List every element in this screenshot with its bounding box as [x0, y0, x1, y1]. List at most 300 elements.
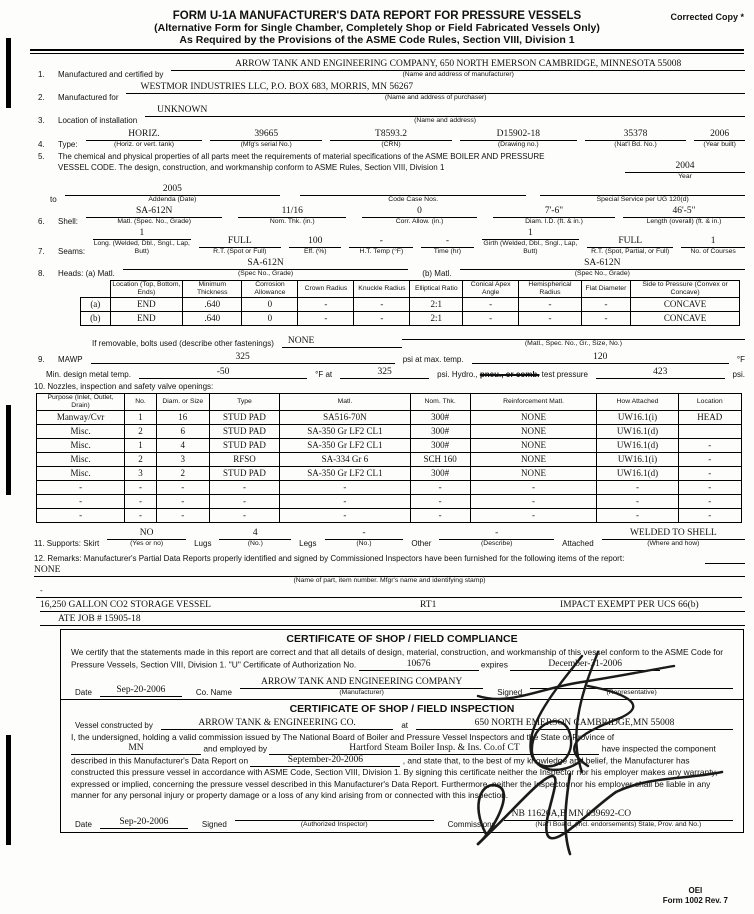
col-header: Elliptical Ratio	[410, 281, 463, 298]
mdmt-at-value: 325	[340, 366, 429, 379]
head-b-matl-value: SA-612N	[460, 257, 745, 270]
field-label: Min. design metal temp.	[46, 370, 131, 379]
cell: -	[156, 481, 209, 495]
cell: -	[678, 509, 741, 523]
cell: NONE	[470, 411, 597, 425]
field-label: Attached	[562, 539, 594, 548]
field-sublabel: Code Case Nos.	[388, 196, 439, 203]
code-year-value: 2004	[625, 160, 745, 173]
line-number: 9.	[38, 355, 45, 364]
line-number: 3.	[38, 116, 45, 125]
nozzle-row	[37, 411, 742, 425]
cell: SA-350 Gr LF2 CL1	[280, 439, 410, 453]
authorization-no-value: 10676	[359, 659, 479, 671]
nozzle-row	[37, 453, 742, 467]
field-label: Supports: Skirt	[46, 539, 100, 548]
cell: -	[678, 453, 741, 467]
nozzles-header-row	[37, 394, 742, 411]
field-addenda-row	[38, 183, 745, 204]
field-label: °F at	[315, 370, 333, 379]
compliance-text-1: We certify that the statements made in this report are correct and that all details of design, material, construction, and workmanship of this vessel conform to the	[71, 647, 663, 657]
legs-value: -	[325, 527, 404, 540]
cell: -	[519, 298, 582, 312]
inspection-signature-row	[75, 808, 733, 829]
field-mawp	[38, 351, 745, 364]
cell: -	[678, 467, 741, 481]
code-statement-line2: VESSEL CODE. The design, construction, and workmanship conform to ASME Rules, Section VIII, Division 1	[58, 162, 445, 172]
field-label: Legs	[299, 539, 317, 548]
field-sublabel: (Describe)	[481, 540, 513, 547]
field-heads	[38, 257, 745, 278]
special-service-value	[540, 183, 745, 196]
cell: END	[110, 312, 182, 326]
inspection-title: CERTIFICATE OF SHOP / FIELD INSPECTION	[289, 702, 515, 715]
date-label: Date	[75, 819, 92, 829]
field-label: Nozzles, inspection and safety valve openings:	[47, 382, 214, 391]
field-sublabel: (Yes or no)	[130, 540, 164, 547]
form-header	[0, 0, 754, 46]
cell: UW16.1(d)	[597, 467, 678, 481]
field-label: Location of installation	[58, 116, 138, 125]
cell: 300#	[410, 411, 470, 425]
heads-row-a	[81, 298, 740, 312]
seam-courses-value: 1	[681, 235, 745, 248]
cell: .640	[183, 298, 242, 312]
shell-matl-value: SA-612N	[86, 205, 222, 218]
natl-bd-value: 35378	[585, 128, 687, 141]
cell: 6	[156, 425, 209, 439]
remarks-label: Remarks: Manufacturer's Partial Data Reports properly identified and signed by Commissioned Inspectors have been furnished for the following items of the report:	[47, 553, 625, 563]
cell: 0	[242, 298, 298, 312]
col-header: Diam. or Size	[156, 394, 209, 411]
field-sublabel: (Spec No., Grade)	[238, 270, 294, 277]
inspection-body	[71, 732, 733, 802]
field-sublabel: (Year built)	[703, 141, 736, 148]
commissions-label: Commissions	[447, 819, 496, 829]
field-seams	[38, 227, 745, 256]
cell: 4	[156, 439, 209, 453]
form-title: FORM U-1A MANUFACTURER'S DATA REPORT FOR PRESSURE VESSELS	[172, 10, 582, 22]
field-nozzles-label	[34, 382, 745, 391]
cell: HEAD	[678, 411, 741, 425]
field-sublabel: (Representative)	[606, 688, 657, 696]
cell: END	[110, 298, 182, 312]
field-label: Shell:	[58, 217, 79, 226]
cell: -	[597, 509, 678, 523]
form-number: Form 1002 Rev. 7	[662, 896, 728, 905]
cell: -	[209, 495, 280, 509]
cell: Misc.	[37, 425, 125, 439]
field-sublabel: Matl. (Spec. No., Grade)	[117, 218, 192, 225]
field-remarks	[34, 551, 745, 564]
heads-table	[80, 280, 740, 326]
field-code-statement	[38, 152, 745, 181]
field-sublabel: (Nat'l Bd. No.)	[614, 141, 657, 148]
psi-label: psi.	[732, 370, 745, 379]
form-subtitle-1: (Alternative Form for Single Chamber, Completely Shop or Field Fabricated Vessels Only)	[154, 22, 600, 34]
cell: -	[470, 495, 597, 509]
field-sublabel: (No.)	[247, 540, 263, 547]
crn-value: T8593.2	[330, 128, 452, 141]
cell: .640	[183, 312, 242, 326]
nozzle-row	[37, 425, 742, 439]
cell: 2	[156, 467, 209, 481]
date-label: Date	[75, 687, 92, 697]
field-sublabel: R.T. (Spot or Full)	[213, 248, 267, 255]
cell: STUD PAD	[209, 411, 280, 425]
cell: 300#	[410, 439, 470, 453]
field-sublabel: Time (hr)	[433, 248, 462, 255]
col-header: Reinforcement Matl.	[470, 394, 597, 411]
cell: -	[678, 481, 741, 495]
cell: -	[125, 509, 157, 523]
addenda-value: 2005	[65, 183, 280, 196]
form-subtitle-2: As Required by the Provisions of the ASME Code Rules, Section VIII, Division 1	[179, 34, 575, 46]
field-sublabel: (Horiz. or vert. tank)	[113, 141, 174, 148]
impact-exempt-text: IMPACT EXEMPT PER UCS 66(b)	[560, 600, 699, 610]
field-label: Manufactured and certified by	[58, 70, 164, 79]
cell: UW16.1(d)	[597, 439, 678, 453]
field-sublabel: Girth (Welded, Dbl., Sngl., Lap, Butt)	[483, 240, 578, 255]
shell-corr-value: 0	[362, 205, 477, 218]
field-sublabel: (Spec No., Grade)	[574, 270, 630, 277]
cell: -	[470, 509, 597, 523]
field-sublabel: (Authorized Inspector)	[300, 820, 368, 828]
scan-artifact	[6, 405, 11, 495]
expires-value: December-31-2006	[510, 659, 660, 671]
cell: -	[519, 312, 582, 326]
cell: -	[463, 298, 519, 312]
field-manufactured-by	[38, 58, 745, 79]
signed-label: Signed	[201, 819, 227, 829]
field-label: If removable, bolts used (describe other fastenings)	[92, 339, 274, 348]
cell: -	[410, 495, 470, 509]
constructed-label: Vessel constructed by	[75, 720, 153, 730]
cell: SA-350 Gr LF2 CL1	[280, 467, 410, 481]
cell: -	[354, 312, 410, 326]
mawp-value: 325	[91, 351, 395, 364]
cell: -	[280, 481, 410, 495]
seam-rt-value: FULL	[199, 235, 281, 248]
cell: 3	[156, 453, 209, 467]
col-header: Nom. Thk.	[410, 394, 470, 411]
other-value: -	[439, 527, 554, 540]
nozzle-row	[37, 439, 742, 453]
type-value: HORIZ.	[86, 128, 203, 141]
cell: 2	[125, 425, 157, 439]
field-shell	[38, 205, 745, 226]
field-sublabel: No. of Courses	[690, 248, 736, 255]
cell: -	[209, 481, 280, 495]
cell: UW16.1(d)	[597, 425, 678, 439]
cell: STUD PAD	[209, 467, 280, 481]
cell: -	[125, 495, 157, 509]
constructed-value: ARROW TANK & ENGINEERING CO.	[161, 717, 393, 730]
to-label: to	[50, 195, 57, 204]
col-header: Side to Pressure (Convex or Concave)	[631, 281, 740, 298]
cell: SA516-70N	[280, 411, 410, 425]
seam-ht-value: -	[349, 235, 413, 248]
location-value: UNKNOWN	[145, 104, 745, 117]
field-label: Heads: (a) Matl.	[58, 269, 115, 278]
nozzle-row	[37, 495, 742, 509]
cell: -	[354, 298, 410, 312]
seam-long-value: 1	[93, 227, 190, 240]
cell: -	[280, 495, 410, 509]
cell: Misc.	[37, 453, 125, 467]
cell: 1	[125, 439, 157, 453]
seam-time-value: -	[421, 235, 473, 248]
field-label: Lugs	[194, 539, 212, 548]
line-number: 6.	[38, 217, 45, 226]
line-number: 12.	[34, 553, 46, 563]
cell: -	[678, 439, 741, 453]
cell: -	[156, 495, 209, 509]
cell: Misc.	[37, 467, 125, 481]
cell: -	[37, 481, 125, 495]
cell: NONE	[470, 439, 597, 453]
col-header: How Attached	[597, 394, 678, 411]
inspection-signature-line	[235, 808, 434, 821]
row-tag: (b)	[81, 312, 111, 326]
col-header: Crown Radius	[298, 281, 354, 298]
cell	[678, 425, 741, 439]
compliance-signature-line	[530, 676, 733, 689]
field-label: psi at max. temp.	[402, 355, 464, 364]
field-label: (b) Matl.	[422, 269, 452, 278]
col-header: Corrosion Allowance	[242, 281, 298, 298]
field-mdmt	[38, 366, 745, 379]
cell: -	[463, 312, 519, 326]
field-sublabel: Year	[678, 173, 692, 180]
field-sublabel: (No.)	[356, 540, 372, 547]
field-sublabel: (Nat'l Board, (incl. endorsements) State, Prov. and No.)	[535, 820, 702, 828]
inspection-text-5: , and state that, to the best of my knowledge and belief, the Manufacturer has constructed this pressure vessel in accordance with ASME Code, Section VIII, Division 1. By signing this certificate neither the Inspector nor his employer makes any warranty, expressed or implied, concerning the pressure vessel described in this Manufacturer's Data Report. Furthermore, neither the Inspector nor his employer shall be liable in any manner for any personal injury or property damage or a loss of any kind arising from or connected with this inspection.	[71, 755, 718, 800]
cell: -	[298, 298, 354, 312]
cell: -	[37, 495, 125, 509]
cell: -	[298, 312, 354, 326]
line-number: 7.	[38, 247, 45, 256]
vessel-description	[40, 599, 745, 612]
hydro-label	[437, 370, 588, 379]
cell: -	[280, 509, 410, 523]
seam-girth-value: 1	[482, 227, 579, 240]
line-number: 10.	[34, 382, 46, 391]
shell-length-value: 46'-5"	[623, 205, 745, 218]
state-value: MN	[71, 743, 201, 755]
field-sublabel: (Name and address)	[414, 117, 477, 124]
compliance-signature-row	[75, 676, 733, 697]
vessel-description-text: 16,250 GALLON CO2 STORAGE VESSEL	[40, 600, 211, 610]
line-number: 8.	[38, 269, 45, 278]
col-header: Type	[209, 394, 280, 411]
line-number: 1.	[38, 70, 45, 79]
employer-value: Hartford Steam Boiler Insp. & Ins. Co.of CT	[269, 743, 599, 755]
field-sublabel: (Where and how)	[647, 540, 700, 547]
job-number: ATE JOB # 15905-18	[40, 613, 745, 626]
cell: NONE	[470, 467, 597, 481]
cell: -	[470, 481, 597, 495]
coname-label: Co. Name	[195, 687, 232, 697]
cell: -	[125, 481, 157, 495]
field-label: Type:	[58, 140, 78, 149]
inspection-text-1: I, the undersigned, holding a valid commission issued by The National Board of Boiler and Pressure Vessel Inspectors and the State or Province of	[71, 731, 615, 742]
cell: CONCAVE	[631, 298, 740, 312]
description-rule	[36, 597, 742, 598]
cell: -	[678, 495, 741, 509]
cell: -	[581, 298, 630, 312]
manufacturer-value: ARROW TANK AND ENGINEERING COMPANY, 650 NORTH EMERSON CAMBRIDGE, MINNESOTA 55008	[171, 58, 745, 71]
field-label: MAWP	[58, 355, 83, 364]
cell: 1	[125, 411, 157, 425]
mdmt-value: -50	[139, 366, 307, 379]
code-case-value	[300, 183, 526, 196]
shell-thk-value: 11/16	[238, 205, 346, 218]
description-line-1	[40, 599, 745, 612]
col-header: Minimum Thickness	[183, 281, 242, 298]
removable-value: NONE	[282, 335, 402, 348]
field-label: Manufactured for	[58, 93, 119, 102]
field-manufactured-for	[38, 81, 745, 102]
code-statement-text	[58, 152, 625, 173]
coname-value: ARROW TANK AND ENGINEERING COMPANY	[240, 676, 483, 689]
field-removable-bolts	[92, 327, 745, 348]
form-footer	[663, 886, 728, 906]
constructed-row	[75, 717, 733, 730]
line-number: 5.	[38, 152, 45, 161]
test-pressure-value: 423	[596, 366, 725, 379]
period: .	[662, 659, 665, 669]
max-temp-value: 120	[472, 351, 729, 364]
field-sublabel: R.T. (Spot, Partial, or Full)	[591, 248, 670, 255]
hydro-struck-text: pneu., or comb.	[479, 370, 540, 379]
field-sublabel: (Name and address of purchaser)	[384, 94, 487, 101]
seam-eff-value: 100	[289, 235, 341, 248]
lugs-value: 4	[219, 527, 291, 540]
field-sublabel: Nom. Thk. (in.)	[269, 218, 315, 225]
expires-label: expires	[480, 659, 508, 669]
skirt-value: NO	[107, 527, 186, 540]
inspection-date-value: Sep-20-2006	[100, 816, 188, 829]
cell: 2:1	[410, 312, 463, 326]
col-header: Location	[678, 394, 741, 411]
description-line-2	[40, 613, 745, 626]
at-label: at	[401, 720, 408, 730]
cell: Misc.	[37, 439, 125, 453]
cell: Manway/Cvr	[37, 411, 125, 425]
cell: 16	[156, 411, 209, 425]
cell: -	[597, 481, 678, 495]
code-statement-line1: The chemical and physical properties of all parts meet the requirements of material specifications of the ASME BOILER AND PRESSURE	[58, 152, 545, 161]
stamp-text: OEI	[688, 886, 703, 895]
corrected-copy-label: Corrected Copy *	[670, 12, 744, 22]
signed-label: Signed	[497, 687, 523, 697]
head-a-matl-value: SA-612N	[123, 257, 408, 270]
cell: 2:1	[410, 298, 463, 312]
cell: RFSO	[209, 453, 280, 467]
cell: -	[156, 509, 209, 523]
field-label: Other	[411, 539, 432, 548]
compliance-title: CERTIFICATE OF SHOP / FIELD COMPLIANCE	[286, 633, 518, 645]
remarks-value: NONE	[34, 564, 745, 577]
col-header: Knuckle Radius	[354, 281, 410, 298]
field-sublabel: (Name of part, item number. Mfgr's name and identifying stamp)	[293, 577, 486, 584]
cell: -	[37, 509, 125, 523]
constructed-at-value: 650 NORTH EMERSON CAMBRIDGE,MN 55008	[416, 717, 733, 730]
cell: 300#	[410, 425, 470, 439]
serial-value: 39665	[210, 128, 322, 141]
field-sublabel: Corr. Allow. (in.)	[395, 218, 444, 225]
field-sublabel: Long. (Welded, Dbl., Sngl., Lap, Butt)	[93, 240, 190, 255]
compliance-text-2: ASME Code for Pressure Vessels, Section VIII, Division 1. "U" Certificate of Authorization No.	[71, 647, 724, 669]
cell: CONCAVE	[631, 312, 740, 326]
field-sublabel: Diam. I.D. (ft. & in.)	[525, 218, 583, 225]
rt-designation: RT1	[420, 600, 437, 610]
col-header: Location (Top, Bottom, Ends)	[110, 281, 182, 298]
seam-girth-rt-value: FULL	[587, 235, 673, 248]
cell: NONE	[470, 453, 597, 467]
inspection-text-2: and employed by	[203, 743, 268, 754]
cell: STUD PAD	[209, 439, 280, 453]
cell: -	[581, 312, 630, 326]
field-sublabel: (Name and address of manufacturer)	[402, 71, 514, 78]
field-sublabel: Length (overall) (ft. & in.)	[646, 218, 722, 225]
cell: STUD PAD	[209, 425, 280, 439]
field-sublabel: (Manufacturer)	[339, 688, 384, 696]
field-supports	[34, 527, 745, 548]
degf-label: °F	[736, 355, 745, 364]
cell: 300#	[410, 467, 470, 481]
cell: UW16.1(i)	[597, 453, 678, 467]
col-header: Conical Apex Angle	[463, 281, 519, 298]
field-sublabel: (Mfg's serial No.)	[240, 141, 292, 148]
cell: UW16.1(i)	[597, 411, 678, 425]
col-header: Flat Diameter	[581, 281, 630, 298]
nozzle-row	[37, 509, 742, 523]
certificate-divider	[61, 699, 743, 700]
heads-row-b	[81, 312, 740, 326]
attached-value: WELDED TO SHELL	[602, 527, 745, 540]
remarks-value-row	[34, 564, 745, 585]
field-location	[38, 104, 745, 125]
nozzles-table	[36, 393, 742, 523]
line-number: 2.	[38, 93, 45, 102]
col-header: No.	[125, 394, 157, 411]
year-built-value: 2006	[694, 128, 745, 141]
field-sublabel: Eff. (%)	[303, 248, 327, 255]
stray-mark: -	[40, 586, 43, 595]
field-sublabel: (Drawing no.)	[497, 141, 539, 148]
col-header: Hemispherical Radius	[519, 281, 582, 298]
cell: NONE	[470, 425, 597, 439]
cell: -	[410, 481, 470, 495]
report-date-value: September-20-2006	[250, 755, 400, 767]
compliance-date-value: Sep-20-2006	[100, 684, 182, 697]
cell: 2	[125, 453, 157, 467]
commissions-value: NB 11620A,B MN 039692-CO	[504, 808, 733, 821]
field-sublabel: (CRN)	[381, 141, 401, 148]
cell: SA-334 Gr 6	[280, 453, 410, 467]
cell: SA-350 Gr LF2 CL1	[280, 425, 410, 439]
field-sublabel: Addenda (Date)	[148, 196, 197, 203]
cell: -	[209, 509, 280, 523]
line-number: 11.	[34, 539, 45, 548]
field-sublabel: (Matl., Spec. No., Gr., Size, No.)	[524, 340, 622, 347]
row-tag: (a)	[81, 298, 111, 312]
col-header: Purpose (Inlet, Outlet, Drain)	[37, 394, 125, 411]
scan-artifact	[6, 38, 11, 108]
drawing-value: D15902-18	[460, 128, 577, 141]
